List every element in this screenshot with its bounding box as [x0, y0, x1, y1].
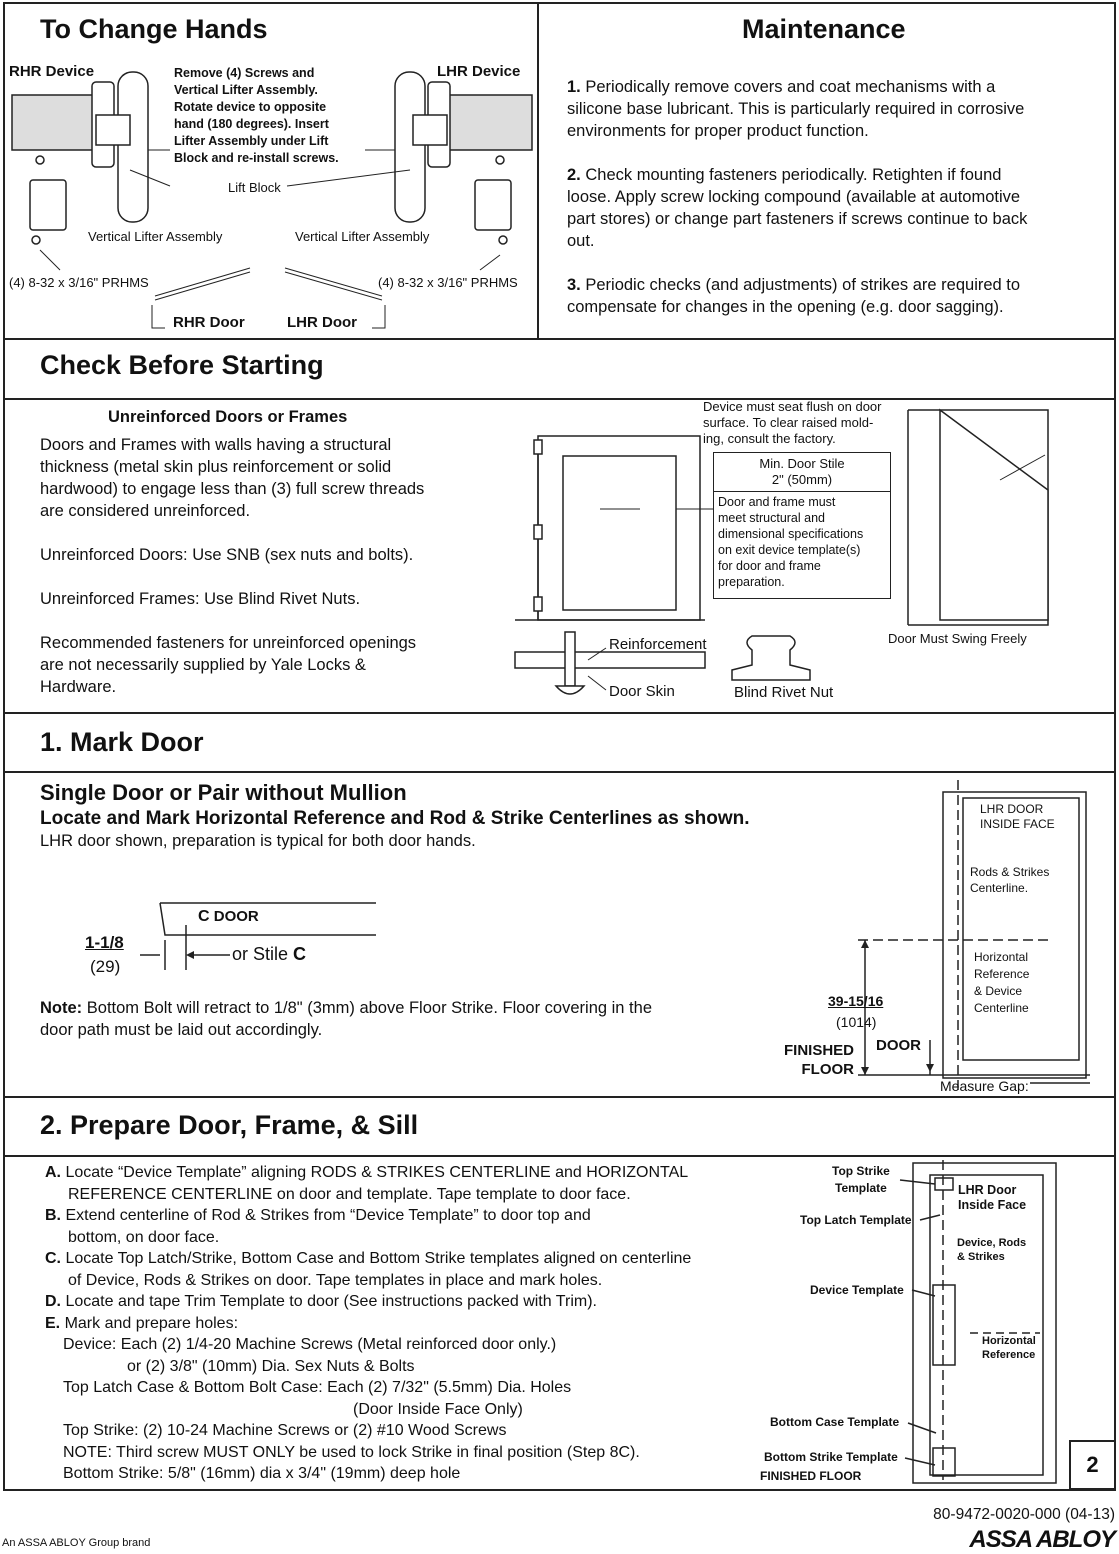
- check-subtitle: Unreinforced Doors or Frames: [108, 408, 348, 426]
- rhr-device-label: RHR Device: [9, 63, 95, 80]
- brand-note: An ASSA ABLOY Group brand: [2, 1537, 151, 1549]
- prepare-line: Device: Each (2) 1/4-20 Machine Screws (Metal reinforced door only.): [63, 1336, 557, 1353]
- prepare-line: of Device, Rods & Strikes on door. Tape templates in place and mark holes.: [68, 1271, 603, 1289]
- bottom-case-template-label: Bottom Case Template: [770, 1415, 900, 1429]
- door-skin-label: Door Skin: [609, 683, 675, 700]
- prepare-line: A. Locate “Device Template” aligning RODS & STRIKES CENTERLINE and HORIZONTAL: [45, 1164, 689, 1181]
- instruction-line: hand (180 degrees). Insert: [174, 117, 329, 131]
- prepare-line: bottom, on door face.: [68, 1228, 220, 1246]
- stile-box: Min. Door Stile 2" (50mm) Door and frame must meet structural and dimensional specifications on exit device template(s) for door and frame preparation.: [713, 452, 891, 599]
- prepare-line: C. Locate Top Latch/Strike, Bottom Case and Bottom Strike templates aligned on centerline: [45, 1250, 692, 1267]
- instruction-line: Lifter Assembly under Lift: [174, 134, 329, 148]
- mark-instruction: Locate and Mark Horizontal Reference and Rod & Strike Centerlines as shown.: [40, 808, 750, 829]
- mark-note-hand: LHR door shown, preparation is typical for both door hands.: [40, 832, 476, 850]
- prepare-line: Bottom Strike: 5/8" (16mm) dia x 3/4" (19mm) deep hole: [63, 1465, 461, 1482]
- cl-door-label: C DOOR: [198, 908, 259, 925]
- screws-left-label: (4) 8-32 x 3/16" PRHMS: [9, 275, 149, 290]
- device-rods-label: Device, Rods & Strikes: [957, 1237, 1027, 1263]
- instruction-line: Block and re-install screws.: [174, 151, 339, 165]
- check-title: Check Before Starting: [40, 350, 324, 380]
- prepare-line: Top Strike: (2) 10-24 Machine Screws or (2) #10 Wood Screws: [63, 1422, 507, 1439]
- seat-note: Device must seat flush on door surface. To clear raised mold- ing, consult the factory.: [703, 399, 882, 446]
- lhr-device-label: LHR Device: [437, 63, 521, 80]
- blind-rivet-nut-label: Blind Rivet Nut: [734, 684, 834, 701]
- rods-strikes-label: Rods & Strikes Centerline.: [970, 865, 1050, 895]
- finished-floor-label: FINISHED FLOOR: [784, 1042, 855, 1078]
- page-number: 2: [1086, 1452, 1099, 1477]
- mark-bottom-note: Note: Bottom Bolt will retract to 1/8" (3mm) above Floor Strike. Floor covering in the door path must be laid out accordingly.: [40, 999, 652, 1039]
- top-strike-template-label: Top Strike Template: [832, 1164, 890, 1195]
- finished-floor-label-2: FINISHED FLOOR: [760, 1469, 862, 1483]
- reinforcement-label: Reinforcement: [609, 636, 707, 653]
- swing-label: Door Must Swing Freely: [888, 631, 1027, 646]
- vla-right-label: Vertical Lifter Assembly: [295, 229, 430, 244]
- dim-29mm: (29): [90, 957, 121, 976]
- prepare-line: Top Latch Case & Bottom Bolt Case: Each (2) 7/32" (5.5mm) Dia. Holes: [63, 1379, 572, 1396]
- maintenance-item-2: 2. Check mounting fasteners periodically. Retighten if found loose. Apply screw locking compound (available at automotive part stores) or change part fasteners if screws continue to back out.: [567, 166, 1028, 250]
- vla-left-label: Vertical Lifter Assembly: [88, 229, 223, 244]
- screws-right-label: (4) 8-32 x 3/16" PRHMS: [378, 275, 518, 290]
- dim-1-1-8: 1-1/8: [85, 933, 124, 952]
- maintenance-item-3: 3. Periodic checks (and adjustments) of strikes are required to compensate for changes in the opening (e.g. door sagging).: [567, 276, 1021, 316]
- prepare-line: (Door Inside Face Only): [353, 1400, 523, 1418]
- lhr-door-face-label: LHR DOOR INSIDE FACE: [980, 802, 1055, 831]
- horizontal-reference-label: Horizontal Reference & Device Centerline: [974, 950, 1030, 1015]
- lhr-door-label: LHR Door: [287, 314, 357, 331]
- lhr-door-inside-face-label: LHR Door Inside Face: [958, 1183, 1027, 1212]
- measure-gap-label: Measure Gap:: [940, 1078, 1029, 1094]
- prepare-line: B. Extend centerline of Rod & Strikes from “Device Template” to door top and: [45, 1207, 591, 1224]
- prepare-line: E. Mark and prepare holes:: [45, 1314, 239, 1332]
- prepare-line: D. Locate and tape Trim Template to door (See instructions packed with Trim).: [45, 1293, 597, 1310]
- doc-number: 80-9472-0020-000 (04-13): [933, 1506, 1115, 1523]
- hands-title: To Change Hands: [40, 14, 268, 44]
- page-number-box: [1069, 1440, 1116, 1490]
- dim-39-15-16: 39-15/16: [828, 993, 884, 1009]
- rhr-door-label: RHR Door: [173, 314, 245, 331]
- instruction-line: Remove (4) Screws and: [174, 66, 315, 80]
- door-label: DOOR: [876, 1037, 921, 1054]
- prepare-line: NOTE: Third screw MUST ONLY be used to lock Strike in final position (Step 8C).: [63, 1443, 640, 1461]
- maintenance-title: Maintenance: [742, 14, 906, 44]
- dim-1014mm: (1014): [836, 1014, 877, 1030]
- mark-title: 1. Mark Door: [40, 727, 204, 757]
- bottom-strike-template-label: Bottom Strike Template: [764, 1450, 898, 1464]
- prepare-line: or (2) 3/8" (10mm) Dia. Sex Nuts & Bolts: [127, 1357, 415, 1375]
- device-template-label: Device Template: [810, 1283, 904, 1297]
- top-latch-template-label: Top Latch Template: [800, 1213, 912, 1227]
- horizontal-reference-label-2: Horizontal Reference: [982, 1335, 1036, 1361]
- instruction-line: Rotate device to opposite: [174, 100, 327, 114]
- assa-abloy-logo: ASSA ABLOY: [969, 1526, 1115, 1553]
- or-stile-label: or Stile C: [232, 944, 307, 964]
- prepare-title: 2. Prepare Door, Frame, & Sill: [40, 1110, 419, 1140]
- check-body: Doors and Frames with walls having a structural thickness (metal skin plus reinforcement or solid hardwood) to engage less than (3) full screw threads are considered unreinforced. Unreinforced Doors: Use SNB (sex nuts and bolts). Unreinforced Frames: Use Blind Rivet Nuts. Recommended fasteners for unreinforced openings are not necessarily supplied by Yale Locks & Hardware.: [40, 436, 425, 696]
- mark-subtitle: Single Door or Pair without Mullion: [40, 780, 407, 805]
- prepare-line: REFERENCE CENTERLINE on door and template. Tape template to door face.: [68, 1185, 631, 1203]
- maintenance-item-1: 1. Periodically remove covers and coat mechanisms with a silicone base lubricant. This is particularly required in corrosive environments for proper product function.: [567, 78, 1025, 140]
- lift-block-label: Lift Block: [228, 180, 281, 195]
- instruction-line: Vertical Lifter Assembly.: [174, 83, 318, 97]
